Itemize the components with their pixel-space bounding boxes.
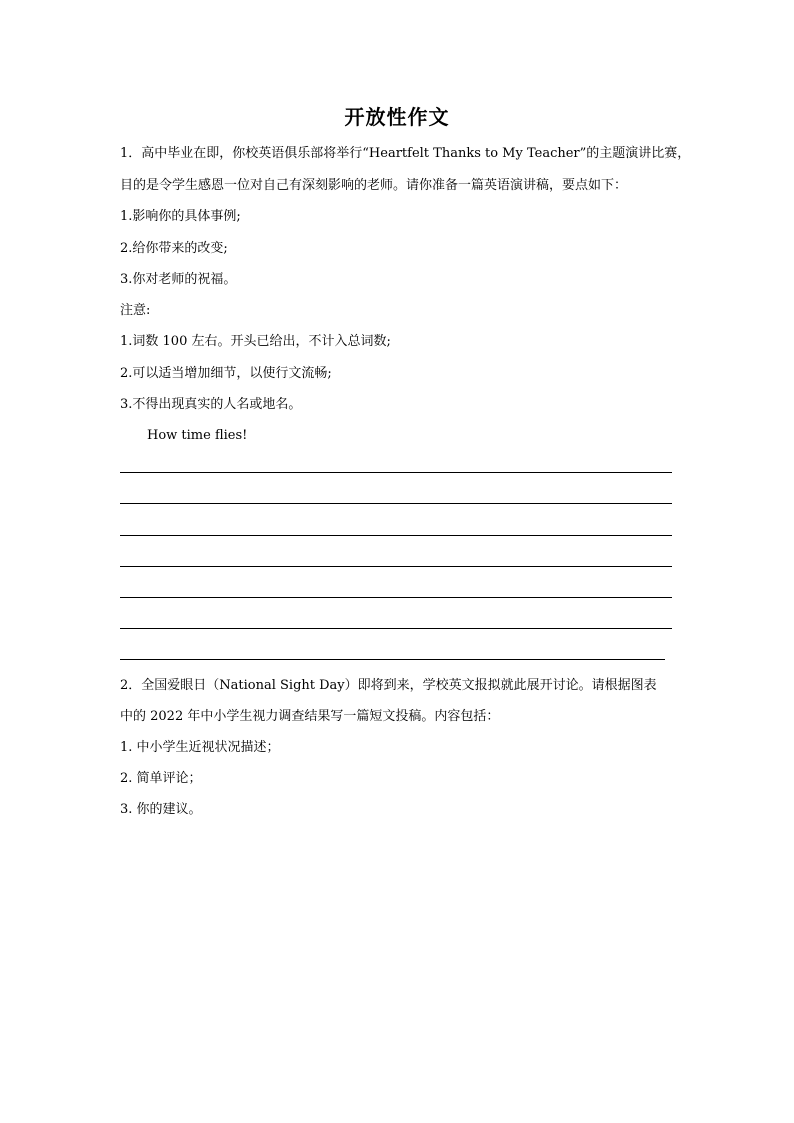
q2-prompt-line-1: 2．全国爱眼日（National Sight Day）即将到来，学校英文报拟就此展开讨论。请根据图表 <box>120 678 657 693</box>
q1-note-1: 1.词数 100 左右。开头已给出，不计入总词数; <box>120 334 391 349</box>
answer-line-5 <box>120 597 672 598</box>
q1-opening-sentence: How time flies! <box>147 428 248 443</box>
q2-prompt-line-2: 中的 2022 年中小学生视力调查结果写一篇短文投稿。内容包括： <box>120 709 500 724</box>
page-title: 开放性作文 <box>344 105 450 129</box>
q1-prompt-line-1: 1．高中毕业在即，你校英语俱乐部将举行“Heartfelt Thanks to My Teacher”的主题演讲比赛， <box>120 146 691 161</box>
answer-line-7 <box>120 659 665 660</box>
q1-point-3: 3.你对老师的祝福。 <box>120 272 237 287</box>
answer-line-3 <box>120 535 672 536</box>
answer-line-6 <box>120 628 672 629</box>
q1-note-3: 3.不得出现真实的人名或地名。 <box>120 397 302 412</box>
q2-point-1: 1. 中小学生近视状况描述； <box>120 740 280 755</box>
answer-line-2 <box>120 503 672 504</box>
answer-line-4 <box>120 566 672 567</box>
q2-point-2: 2. 简单评论； <box>120 771 202 786</box>
q2-point-3: 3. 你的建议。 <box>120 802 202 817</box>
answer-line-1 <box>120 472 672 473</box>
q1-point-2: 2.给你带来的改变; <box>120 241 228 256</box>
q1-note-2: 2.可以适当增加细节，以使行文流畅; <box>120 366 332 381</box>
q1-note-label: 注意: <box>120 303 151 318</box>
q1-point-1: 1.影响你的具体事例; <box>120 209 241 224</box>
q1-prompt-line-2: 目的是令学生感恩一位对自己有深刻影响的老师。请你准备一篇英语演讲稿，要点如下： <box>120 178 628 193</box>
